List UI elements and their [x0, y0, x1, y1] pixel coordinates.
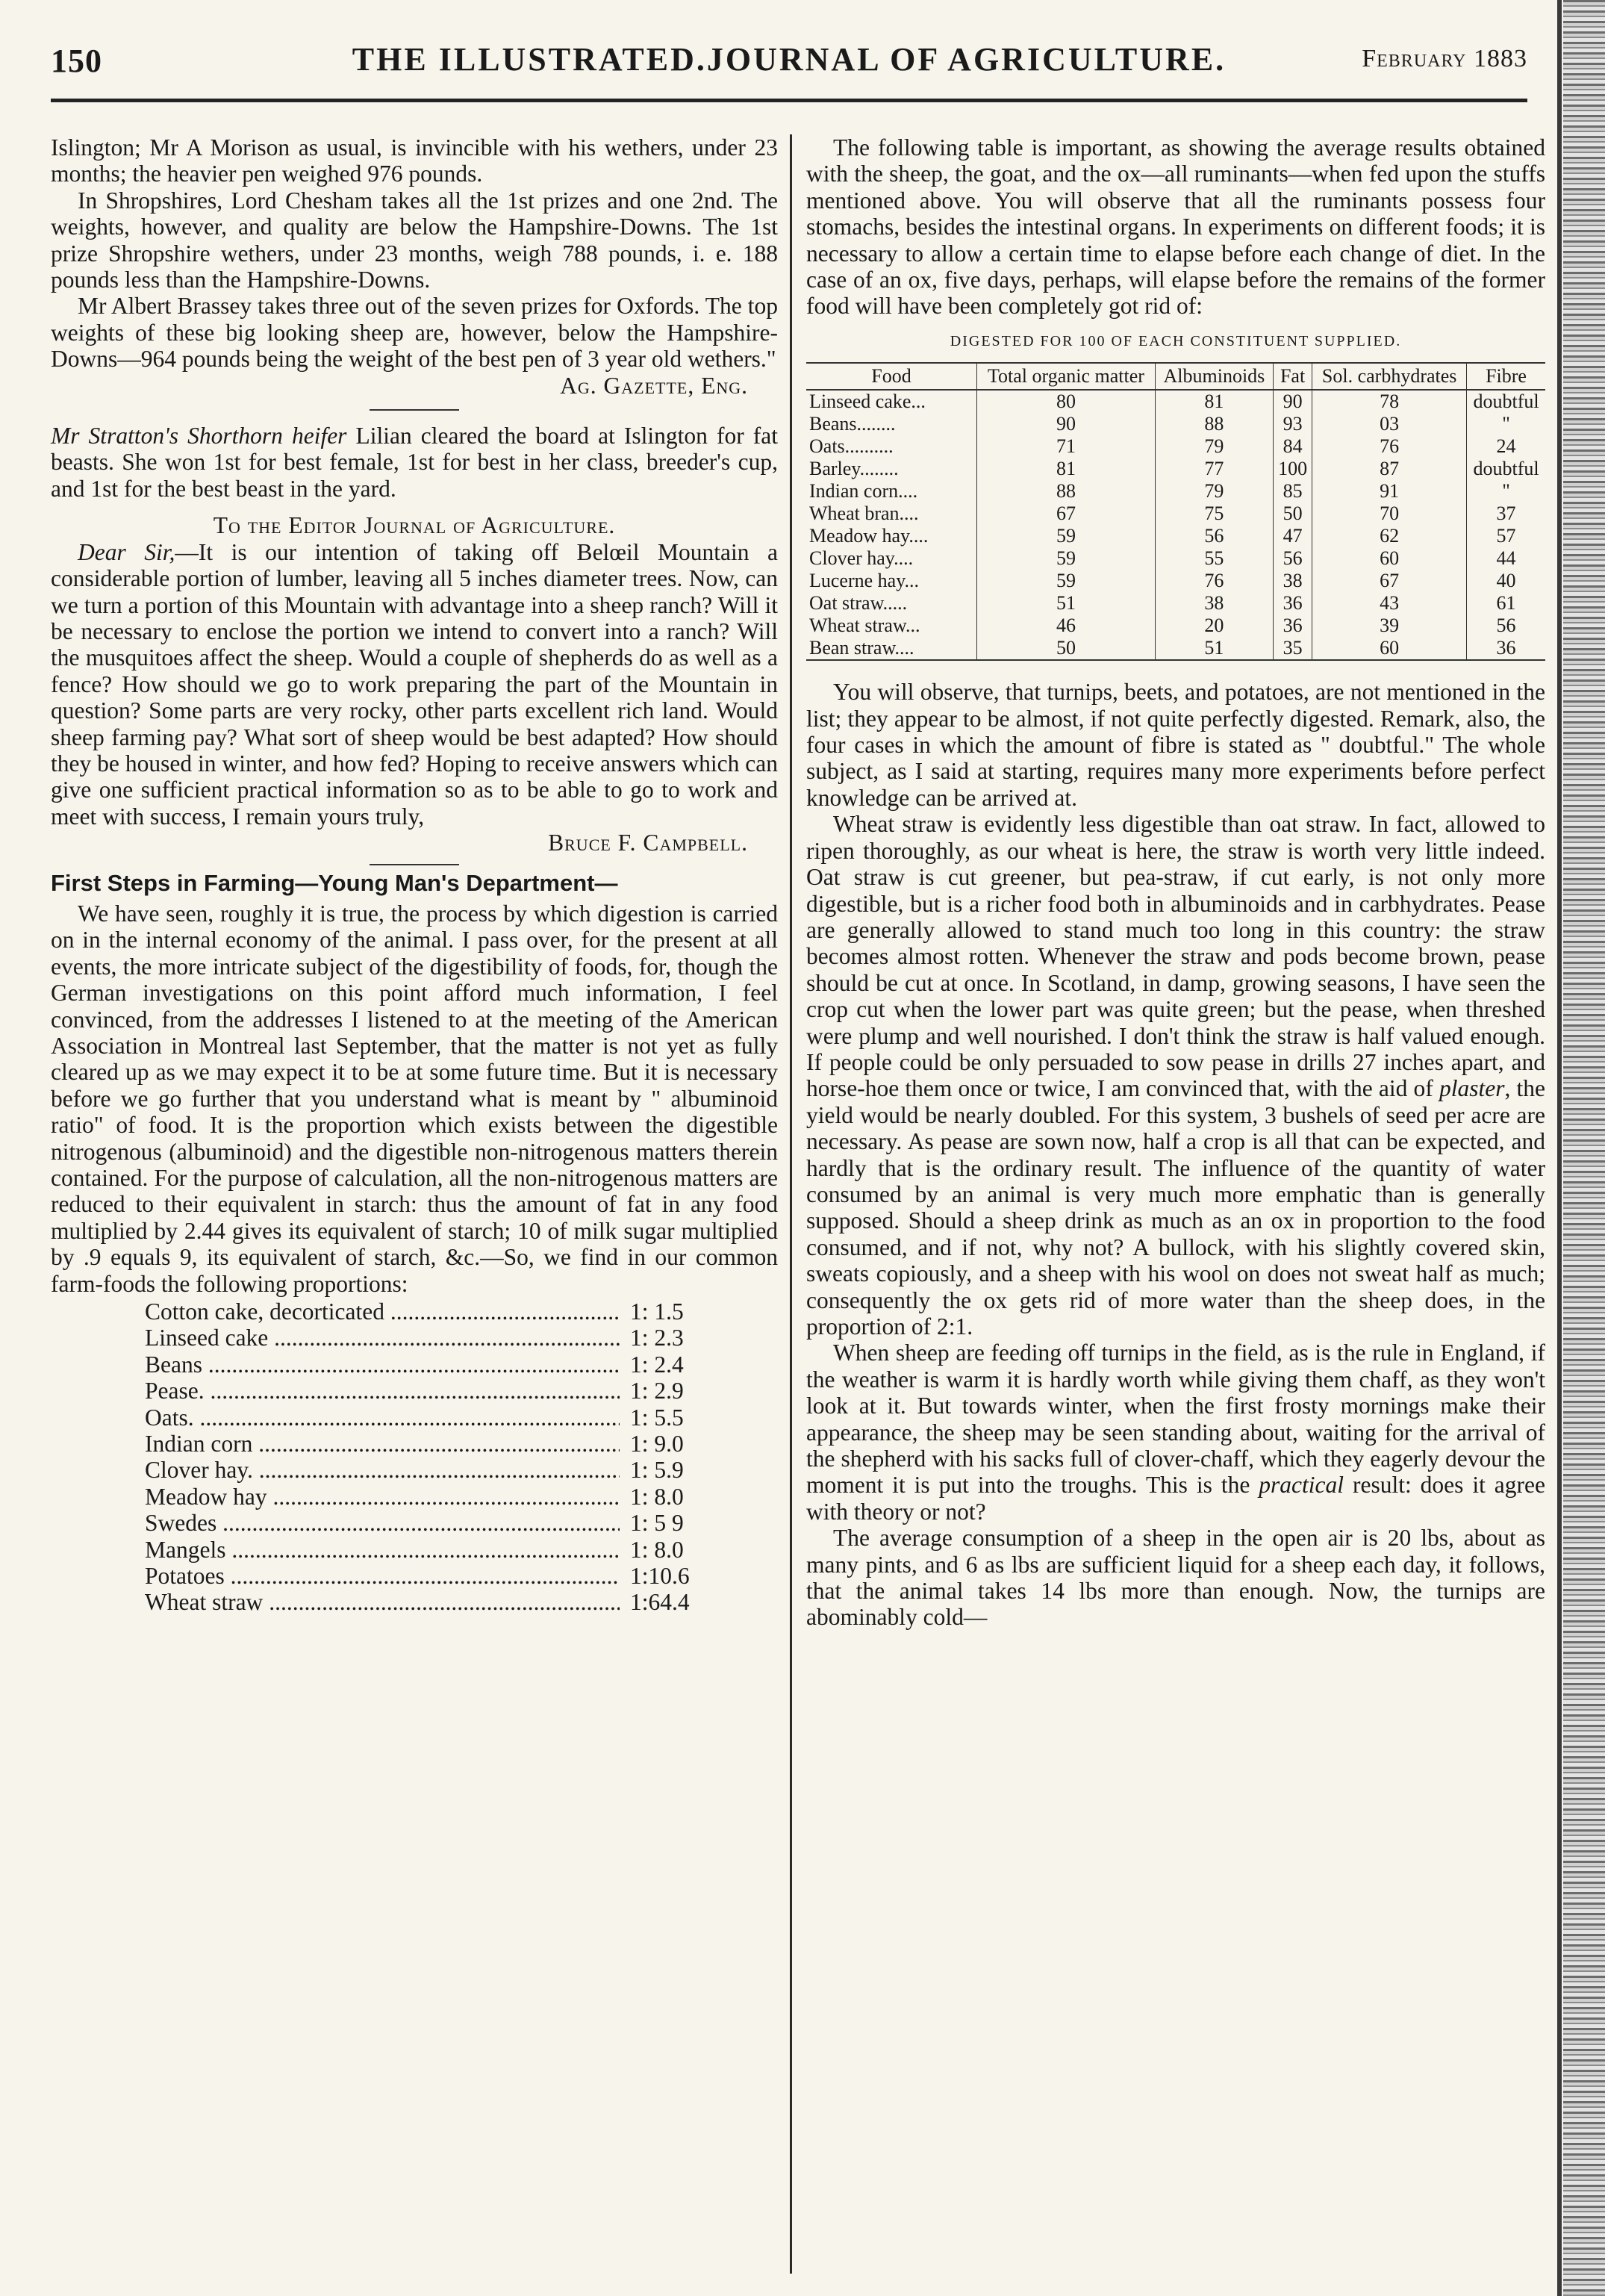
digestibility-table [806, 362, 1545, 661]
carbhydrates-cell: 70 [1312, 503, 1467, 525]
ratio-food: Clover hay. ..... [145, 1457, 620, 1483]
column-divider [790, 134, 792, 2274]
ratio-value: 1: 8.0 [630, 1483, 684, 1510]
albuminoids-cell: 77 [1155, 458, 1273, 480]
ratio-value: 1: 8.0 [630, 1536, 684, 1563]
organic-cell: 80 [977, 390, 1156, 413]
col-header-fibre: Fibre [1467, 363, 1545, 390]
food-cell: Clover hay.... [809, 547, 914, 570]
organic-cell: 46 [977, 615, 1156, 637]
table-row [806, 480, 1545, 503]
food-cell: Indian corn.... [809, 480, 918, 503]
ratio-food: Mangels ..... [145, 1537, 620, 1563]
ratio-food: Cotton cake, decorticated ..... [145, 1298, 620, 1325]
organic-cell: 71 [977, 435, 1156, 458]
table-row [806, 503, 1545, 525]
fat-cell: 35 [1273, 637, 1312, 660]
organic-cell: 81 [977, 458, 1156, 480]
paragraph-turnips [806, 1340, 1545, 1525]
paragraph-straw [806, 811, 1545, 1340]
carbhydrates-cell: 03 [1312, 413, 1467, 435]
ratio-food: Pease. ..... [145, 1378, 620, 1404]
turnips-text-a: When sheep are feeding off turnips in the field, as is the rule in England, if the weather is warm it is hardly worth while giving them chaff, as they won't look at it. But towards winter, when the first frosty mornings make their appearance, the sheep may be seen standing about, waiting for the arrival of the shepherd with his sacks full of clover-chaff, which they eagerly devour the moment it is put into the troughs. This is the [806, 1340, 1545, 1499]
organic-cell: 90 [977, 413, 1156, 435]
table-row [806, 615, 1545, 637]
table-row [806, 413, 1545, 435]
organic-cell: 59 [977, 525, 1156, 547]
organic-cell: 59 [977, 570, 1156, 592]
table-row [806, 547, 1545, 570]
col-header-albuminoids: Albuminoids [1155, 363, 1273, 390]
straw-text-a: Wheat straw is evidently less digestible than oat straw. In fact, allowed to ripen thoroughly, as our wheat is here, the straw is worth very little indeed. Oat straw is cut greener, but pea-straw, if cut early, is not only more digestible, but is a richer food both in albuminoids and in carbhydrates. Pease are generally allowed to stand much too long in this country: the straw becomes almost rotten. Whenever the straw and pods become brown, pease should be cut at once. In Scotland, in damp, growing seasons, I have seen the crop cut when the lower part was quite green; but the pease, when threshed were plump and well nourished. I don't think the straw is half valued enough. If people could be only persuaded to sow pease in drills 27 inches apart, and horse-hoe them once or twice, I am convinced that, with the aid of [806, 811, 1545, 1102]
paragraph-table-intro: The following table is important, as showing the average results obtained with the sheep, the goat, and the ox—all ruminants—when fed upon the stuffs mentioned above. You will observe that all the ruminants possess four stomachs, besides the intestinal organs. In experiments on different foods; it is necessary to allow a certain time to elapse before each change of diet. In the case of an ox, five days, perhaps, will elapse before the remains of the former food will have been completely got rid of: [806, 134, 1545, 320]
ratio-row [145, 1537, 712, 1563]
table-row [806, 390, 1545, 413]
carbhydrates-cell: 60 [1312, 547, 1467, 570]
fat-cell: 50 [1273, 503, 1312, 525]
ratio-food: Linseed cake ..... [145, 1325, 620, 1351]
food-cell: Wheat straw... [809, 615, 920, 637]
fat-cell: 90 [1273, 390, 1312, 413]
table-row [806, 570, 1545, 592]
table-row [806, 458, 1545, 480]
ratio-food: Meadow hay ..... [145, 1484, 620, 1510]
albuminoids-cell: 55 [1155, 547, 1273, 570]
organic-cell: 51 [977, 592, 1156, 615]
albuminoids-cell: 76 [1155, 570, 1273, 592]
fat-cell: 36 [1273, 592, 1312, 615]
fibre-cell: 36 [1467, 637, 1545, 660]
editor-heading: To the Editor Journal of Agriculture. [213, 512, 616, 539]
page-edge-binding [1563, 0, 1605, 2296]
ratio-value: 1: 2.3 [630, 1325, 684, 1351]
turnips-text-b: result: does it agree with theory or not? [806, 1472, 1545, 1525]
carbhydrates-cell: 67 [1312, 570, 1467, 592]
right-column [806, 134, 1545, 1631]
table-caption: DIGESTED FOR 100 OF EACH CONSTITUENT SUPPLIED. [950, 332, 1402, 349]
fat-cell: 38 [1273, 570, 1312, 592]
ratio-value: 1: 2.9 [630, 1378, 684, 1404]
section-rule [370, 864, 459, 865]
ratio-food: Wheat straw ..... [145, 1589, 620, 1615]
col-header-food: Food [806, 363, 977, 390]
fat-cell: 84 [1273, 435, 1312, 458]
ratio-row [145, 1457, 712, 1483]
albuminoids-cell: 51 [1155, 637, 1273, 660]
fibre-cell: 61 [1467, 592, 1545, 615]
page-header [51, 39, 1527, 102]
organic-cell: 59 [977, 547, 1156, 570]
fat-cell: 85 [1273, 480, 1312, 503]
fat-cell: 47 [1273, 525, 1312, 547]
carbhydrates-cell: 87 [1312, 458, 1467, 480]
section-rule [370, 409, 459, 411]
fibre-cell: doubtful [1467, 390, 1545, 413]
ratio-food: Beans ..... [145, 1351, 620, 1378]
carbhydrates-cell: 39 [1312, 615, 1467, 637]
ratio-food: Potatoes ..... [145, 1563, 620, 1589]
food-cell: Lucerne hay... [809, 570, 920, 592]
col-header-carbhydrates: Sol. carbhydrates [1312, 363, 1467, 390]
fibre-cell: doubtful [1467, 458, 1545, 480]
table-row [806, 592, 1545, 615]
fat-cell: 93 [1273, 413, 1312, 435]
food-cell: Barley........ [809, 458, 899, 480]
paragraph-islington: Islington; Mr A Morison as usual, is invincible with his wethers, under 23 months; the heavier pen weighed 976 pounds. [51, 134, 778, 187]
journal-title: THE ILLUSTRATED.JOURNAL OF AGRICULTURE. [352, 41, 1227, 78]
issue-date: February 1883 [1362, 45, 1527, 72]
paragraph-consumption: The average consumption of a sheep in the open air is 20 lbs, about as many pints, and 6 as lbs are sufficient liquid for a sheep each day, it follows, that the animal takes 14 lbs more than enough. Now, the turnips are abominably cold— [806, 1525, 1545, 1631]
food-cell: Bean straw.... [806, 637, 977, 660]
fibre-cell: 37 [1467, 503, 1545, 525]
fat-cell: 36 [1273, 615, 1312, 637]
carbhydrates-cell: 78 [1312, 390, 1467, 413]
ratio-value: 1: 5 9 [630, 1510, 684, 1537]
ratio-row [145, 1510, 712, 1536]
table-row [806, 637, 1545, 660]
carbhydrates-cell: 60 [1312, 637, 1467, 660]
carbhydrates-cell: 62 [1312, 525, 1467, 547]
albuminoids-cell: 81 [1155, 390, 1273, 413]
fibre-cell: 24 [1467, 435, 1545, 458]
straw-italic: plaster [1439, 1075, 1505, 1102]
paragraph-shropshires: In Shropshires, Lord Chesham takes all the 1st prizes and one 2nd. The weights, however, and quality are below the Hampshire-Downs. The 1st prize Shropshire wethers, under 23 months, weigh 788 pounds, i. e. 188 pounds less than the Hampshire-Downs. [51, 187, 778, 293]
paragraph-oxfords: Mr Albert Brassey takes three out of the seven prizes for Oxfords. The top weights of these big looking sheep are, however, below the Hampshire-Downs—964 pounds being the weight of the best pen of 3 year old wethers." [51, 293, 778, 373]
ratio-row [145, 1589, 712, 1615]
paragraph-first-steps: We have seen, roughly it is true, the process by which digestion is carried on in the internal economy of the animal. I pass over, for the present at all events, the more intricate subject of the digestibility of foods, for, though the German investigations on this point afford much information, I feel convinced, from the addresses I listened to at the meeting of the American Association in Montreal last September, that the matter is not yet as fully cleared up as we may expect it to be at some future time. But it is necessary before we go further that you understand what is meant by " albuminoid ratio" of food. It is the proportion which exists between the digestible nitrogenous (albuminoid) and the digestible non-nitrogenous matters therein contained. For the purpose of calculation, all the non-nitrogenous matters are reduced to their equivalent in starch: thus the amount of fat in any food multiplied by 2.44 gives its equivalent of starch; 10 of milk sugar multiplied by .9 equals 9, its equivalent of starch, &c.—So, we find in our common farm-foods the following proportions: [51, 900, 778, 1297]
fibre-cell: 56 [1467, 615, 1545, 637]
table-row [806, 525, 1545, 547]
section-heading-first-steps: First Steps in Farming—Young Man's Department— [51, 869, 618, 896]
albuminoids-cell: 20 [1155, 615, 1273, 637]
ratio-value: 1:64.4 [630, 1589, 690, 1616]
carbhydrates-cell: 76 [1312, 435, 1467, 458]
col-header-fat: Fat [1273, 363, 1312, 390]
page-edge-line [1557, 0, 1562, 2296]
food-cell: Wheat bran.... [809, 503, 919, 525]
straw-text-b: , the yield would be nearly doubled. For this system, 3 bushels of seed per acre are necessary. As pease are sown now, half a crop is all that can be expected, and hardly that is the ordinary result. The influence of the quantity of water consumed by an animal is very much more emphatic than is generally supposed. Should a sheep drink as much as an ox in proportion to the food consumed, and if not, why not? A bullock, with his slightly covered skin, sweats copiously, and a sheep with his wool on does not sweat half as much; consequently the ox gets rid of more water than the sheep does, in the proportion of 2:1. [806, 1075, 1545, 1340]
paragraph-observe: You will observe, that turnips, beets, and potatoes, are not mentioned in the list; they appear to be almost, if not quite perfectly digested. Remark, also, the four cases in which the amount of fibre is stated as " doubtful." The whole subject, as I said at starting, requires many more experiments before perfect knowledge can be arrived at. [806, 679, 1545, 811]
ratio-row [145, 1298, 712, 1325]
letter-body [51, 539, 778, 830]
fat-cell: 100 [1273, 458, 1312, 480]
food-cell: Beans........ [809, 413, 896, 435]
albuminoids-cell: 88 [1155, 413, 1273, 435]
food-cell: Meadow hay.... [809, 525, 929, 547]
carbhydrates-cell: 91 [1312, 480, 1467, 503]
ratio-row [145, 1563, 712, 1589]
ratio-row [145, 1404, 712, 1431]
organic-cell: 88 [977, 480, 1156, 503]
albuminoids-cell: 56 [1155, 525, 1273, 547]
organic-cell: 50 [977, 637, 1156, 660]
ratio-value: 1: 1.5 [630, 1298, 684, 1325]
turnips-italic: practical [1259, 1472, 1344, 1499]
ratio-row [145, 1378, 712, 1404]
letter-salutation: Dear Sir, [78, 538, 175, 565]
fat-cell: 56 [1273, 547, 1312, 570]
ratio-food: Swedes ..... [145, 1510, 620, 1536]
fibre-cell: 44 [1467, 547, 1545, 570]
letter-signature: Bruce F. Campbell. [548, 830, 748, 856]
ratio-value: 1: 5.5 [630, 1404, 684, 1431]
albuminoid-ratio-list [145, 1298, 712, 1616]
col-header-organic: Total organic matter [977, 363, 1156, 390]
stratton-italic: Mr Stratton's Shorthorn heifer [51, 423, 347, 449]
paragraph-stratton [51, 423, 778, 502]
ratio-food: Oats. ..... [145, 1404, 620, 1431]
fibre-cell: " [1467, 413, 1545, 435]
fibre-cell: 57 [1467, 525, 1545, 547]
ratio-row [145, 1431, 712, 1457]
albuminoids-cell: 79 [1155, 480, 1273, 503]
food-cell: Oats.......... [809, 435, 894, 458]
page-number: 150 [51, 43, 102, 79]
albuminoids-cell: 75 [1155, 503, 1273, 525]
fibre-cell: 40 [1467, 570, 1545, 592]
left-column [51, 134, 778, 1616]
albuminoids-cell: 38 [1155, 592, 1273, 615]
ratio-row [145, 1351, 712, 1378]
food-cell: Linseed cake... [809, 391, 926, 413]
carbhydrates-cell: 43 [1312, 592, 1467, 615]
letter-text: —It is our intention of taking off Belœil Mountain a considerable portion of lumber, leaving all 5 inches diameter trees. Now, can we turn a portion of this Mountain with advantage into a sheep ranch? Will it be necessary to enclose the portion we intend to convert into a ranch? Will the musquitoes affect the sheep. Would a couple of shepherds do as well as a fence? How should we go to work preparing the part of the Mountain in question? Some parts are very rocky, other parts excellent rich land. Would sheep farming pay? What sort of sheep would be best adapted? How should they be housed in winter, and how fed? Hoping to receive answers which can give one sufficient practical information so as to be able to go to work and meet with success, I remain yours truly, [51, 538, 778, 830]
table-header-row [806, 363, 1545, 390]
ratio-value: 1: 9.0 [630, 1431, 684, 1457]
ratio-food: Indian corn ..... [145, 1431, 620, 1457]
ratio-row [145, 1484, 712, 1510]
organic-cell: 67 [977, 503, 1156, 525]
ratio-value: 1:10.6 [630, 1562, 690, 1589]
fibre-cell: " [1467, 480, 1545, 503]
stratton-text: Lilian cleared the board at Islington for fat beasts. She won 1st for best female, 1st for best in her class, breeder's cup, and 1st for the best beast in the yard. [51, 423, 778, 502]
albuminoids-cell: 79 [1155, 435, 1273, 458]
food-cell: Oat straw..... [809, 592, 908, 615]
ratio-value: 1: 5.9 [630, 1457, 684, 1484]
ratio-row [145, 1325, 712, 1351]
ratio-value: 1: 2.4 [630, 1351, 684, 1378]
table-row [806, 435, 1545, 458]
gazette-attribution: Ag. Gazette, Eng. [560, 372, 748, 399]
